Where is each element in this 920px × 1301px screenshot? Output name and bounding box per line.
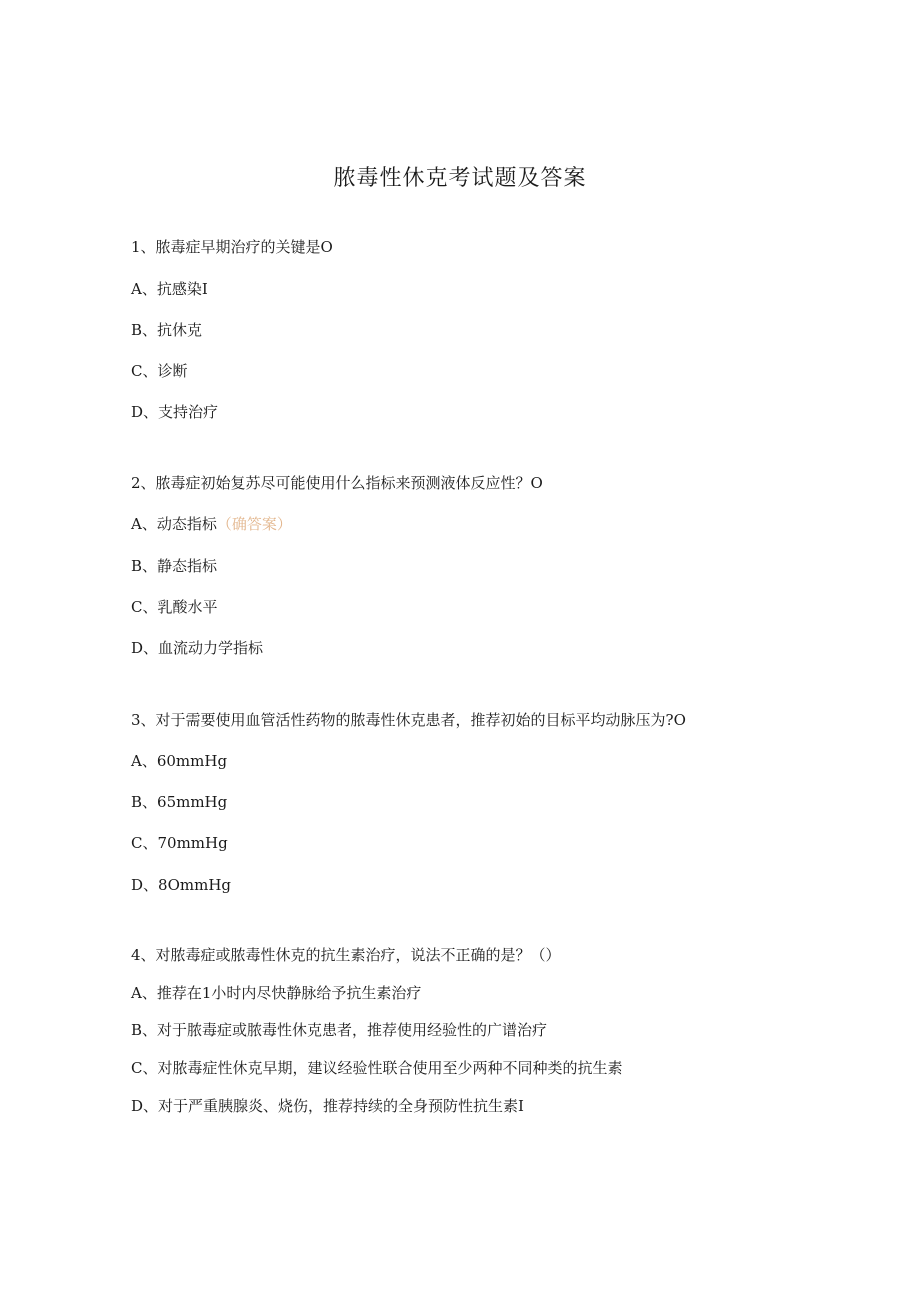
question-2-option-b: B、静态指标 — [131, 557, 218, 575]
question-2-option-a-row — [131, 514, 292, 534]
question-3-option-d: D、8OmmHg — [131, 876, 231, 894]
question-1-option-b: B、抗休克 — [131, 321, 203, 339]
question-4-option-a: A、推荐在1小时内尽快静脉给予抗生素治疗 — [131, 984, 422, 1002]
question-1-stem: 1、脓毒症早期治疗的关键是O — [131, 238, 333, 256]
question-1-option-a: A、抗感染I — [131, 280, 208, 298]
question-1-option-d: D、支持治疗 — [131, 403, 219, 421]
question-3-stem: 3、对于需要使用血管活性药物的脓毒性休克患者，推荐初始的目标平均动脉压为?O — [131, 711, 686, 729]
question-2-stem: 2、脓毒症初始复苏尽可能使用什么指标来预测液体反应性？O — [131, 474, 543, 492]
question-3-option-a: A、60mmHg — [131, 752, 228, 770]
question-4-option-c: C、对脓毒症性休克早期，建议经验性联合使用至少两种不同种类的抗生素 — [131, 1059, 623, 1077]
question-2-option-c: C、乳酸水平 — [131, 598, 218, 616]
question-4-option-d: D、对于严重胰腺炎、烧伤，推荐持续的全身预防性抗生素I — [131, 1097, 524, 1115]
question-3-option-b: B、65mmHg — [131, 793, 228, 811]
question-1-option-c: C、诊断 — [131, 362, 188, 380]
question-3-option-c: C、70mmHg — [131, 834, 228, 852]
question-4-stem: 4、对脓毒症或脓毒性休克的抗生素治疗，说法不正确的是？（） — [131, 946, 561, 964]
question-2-option-d: D、血流动力学指标 — [131, 639, 264, 657]
correct-answer-mark: （确答案） — [216, 515, 292, 533]
page-title: 脓毒性休克考试题及答案 — [333, 166, 587, 191]
question-2-option-a: A、动态指标 — [131, 515, 217, 533]
question-4-option-b: B、对于脓毒症或脓毒性休克患者，推荐使用经验性的广谱治疗 — [131, 1021, 548, 1039]
